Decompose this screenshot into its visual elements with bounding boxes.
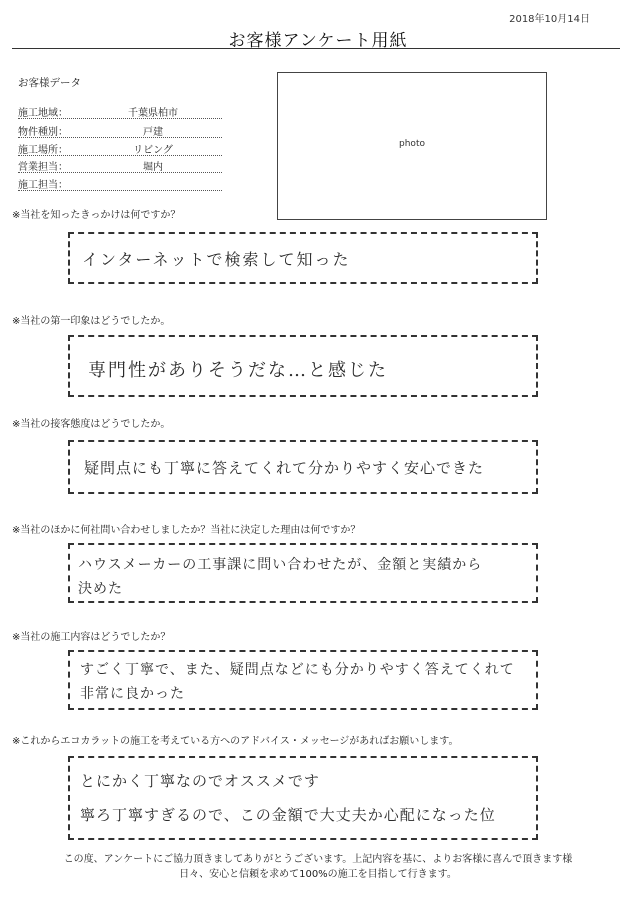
info-label: 営業担当： (18, 162, 68, 173)
photo-label: photo (399, 139, 425, 149)
info-label: 物件種別： (18, 127, 68, 138)
info-label: 施工場所： (18, 145, 68, 156)
answer-line: 疑問点にも丁寧に答えてくれて分かりやすく安心できた (84, 459, 485, 477)
answer-box-1 (68, 232, 538, 284)
answer-line: すごく丁寧で、また、疑問点などにも分かりやすく答えてくれて (80, 662, 515, 678)
info-row-area (18, 103, 222, 119)
title-divider (12, 48, 620, 49)
answer-line: 専門性がありそうだな…と感じた (88, 360, 388, 381)
question-1: ※当社を知ったきっかけは何ですか？ (12, 210, 181, 221)
answer-box-6 (68, 756, 538, 840)
info-value: 戸建 (143, 127, 163, 138)
answer-box-3 (68, 440, 538, 494)
answer-line: 非常に良かった (80, 686, 185, 702)
question-5: ※当社の施工内容はどうでしたか？ (12, 632, 171, 643)
answer-line: 寧ろ丁寧すぎるので、この金額で大丈夫か心配になった位 (80, 806, 496, 824)
answer-line: ハウスメーカーの工事課に問い合わせたが、金額と実績から (78, 557, 483, 573)
question-6: ※これからエコカラットの施工を考えている方へのアドバイス・メッセージがあればお願いします。 (12, 736, 459, 747)
answer-box-5 (68, 650, 538, 710)
info-row-sales-rep (18, 157, 222, 173)
info-row-installer (18, 175, 222, 191)
customer-data-heading: お客様データ (18, 77, 81, 89)
photo-placeholder (277, 72, 547, 220)
question-4: ※当社のほかに何社問い合わせしましたか？当社に決定した理由は何ですか？ (12, 525, 361, 536)
info-value: リビング (133, 145, 173, 156)
info-row-location (18, 140, 222, 156)
info-label: 施工地域： (18, 108, 68, 119)
footer-line-2: 日々、安心と信頼を求めて100%の施工を目指して行きます。 (179, 869, 457, 880)
answer-box-2 (68, 335, 538, 397)
answer-line: 決めた (78, 581, 123, 597)
page-title: お客様アンケート用紙 (228, 31, 408, 51)
info-value: 堀内 (143, 162, 163, 173)
info-label: 施工担当： (18, 180, 68, 191)
answer-line: とにかく丁寧なのでオススメです (80, 772, 320, 790)
info-row-property-type (18, 122, 222, 138)
question-2: ※当社の第一印象はどうでしたか。 (12, 316, 171, 327)
info-value: 千葉県柏市 (128, 108, 178, 119)
answer-line: インターネットで検索して知った (82, 250, 351, 269)
footer-line-1: この度、アンケートにご協力頂きましてありがとうございます。上記内容を基に、よりお客様に喜んで頂きます様 (63, 854, 573, 865)
question-3: ※当社の接客態度はどうでしたか。 (12, 419, 171, 430)
survey-date: 2018年10月14日 (509, 14, 590, 25)
answer-box-4 (68, 543, 538, 603)
